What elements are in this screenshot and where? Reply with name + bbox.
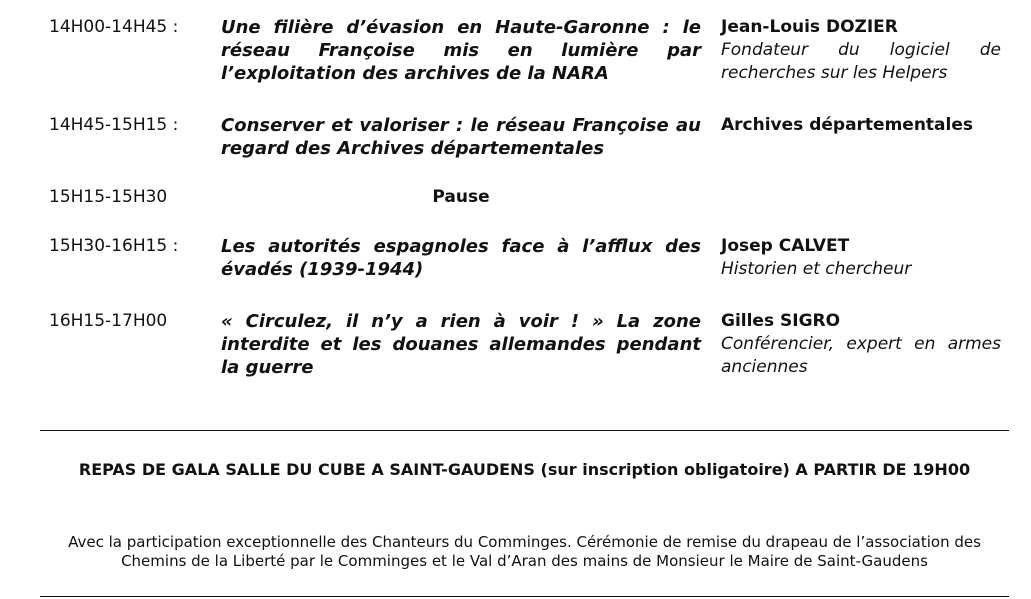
speaker-block [721, 235, 1001, 281]
speaker-name: Josep CALVET [721, 236, 850, 256]
gala-participation: Avec la participation exceptionnelle des Chanteurs du Comminges. Cérémonie de remise du drapeau de l’association des Chemins de la Liberté par le Comminges et le Val d’Aran des mains de Monsieur le Maire de Saint-Gaudens [68, 533, 981, 570]
session-time: 14H00-14H45 : [49, 17, 179, 37]
speaker-role: Historien et chercheur [721, 259, 912, 279]
speaker-name: Gilles SIGRO [721, 311, 841, 331]
section-divider [40, 430, 1009, 431]
session-title: Conserver et valoriser : le réseau Françoise au regard des Archives départementales [221, 115, 701, 159]
session-time: 15H15-15H30 [49, 187, 168, 207]
session-title: Une filière d’évasion en Haute-Garonne : le réseau Françoise mis en lumière par l’exploitation des archives de la NARA [221, 17, 701, 84]
speaker-block [721, 114, 1001, 137]
speaker-name: Archives départementales [721, 115, 973, 135]
session-title: « Circulez, il n’y a rien à voir ! » La zone interdite et les douanes allemandes pendant la guerre [221, 311, 701, 378]
speaker-name: Jean-Louis DOZIER [721, 17, 898, 37]
gala-heading: REPAS DE GALA SALLE DU CUBE A SAINT-GAUDENS (sur inscription obligatoire) A PARTIR DE 19H00 [78, 460, 971, 479]
session-time: 14H45-15H15 : [49, 115, 179, 135]
session-time: 15H30-16H15 : [49, 236, 179, 256]
speaker-block [721, 310, 1001, 379]
pause-label: Pause [432, 187, 490, 207]
speaker-block [721, 16, 1001, 85]
session-title: Les autorités espagnoles face à l’afflux des évadés (1939-1944) [221, 236, 701, 280]
bottom-divider [40, 596, 1009, 597]
session-time: 16H15-17H00 [49, 311, 168, 331]
speaker-role: Conférencier, expert en armes anciennes [721, 334, 1001, 377]
speaker-role: Fondateur du logiciel de recherches sur les Helpers [721, 40, 1001, 83]
